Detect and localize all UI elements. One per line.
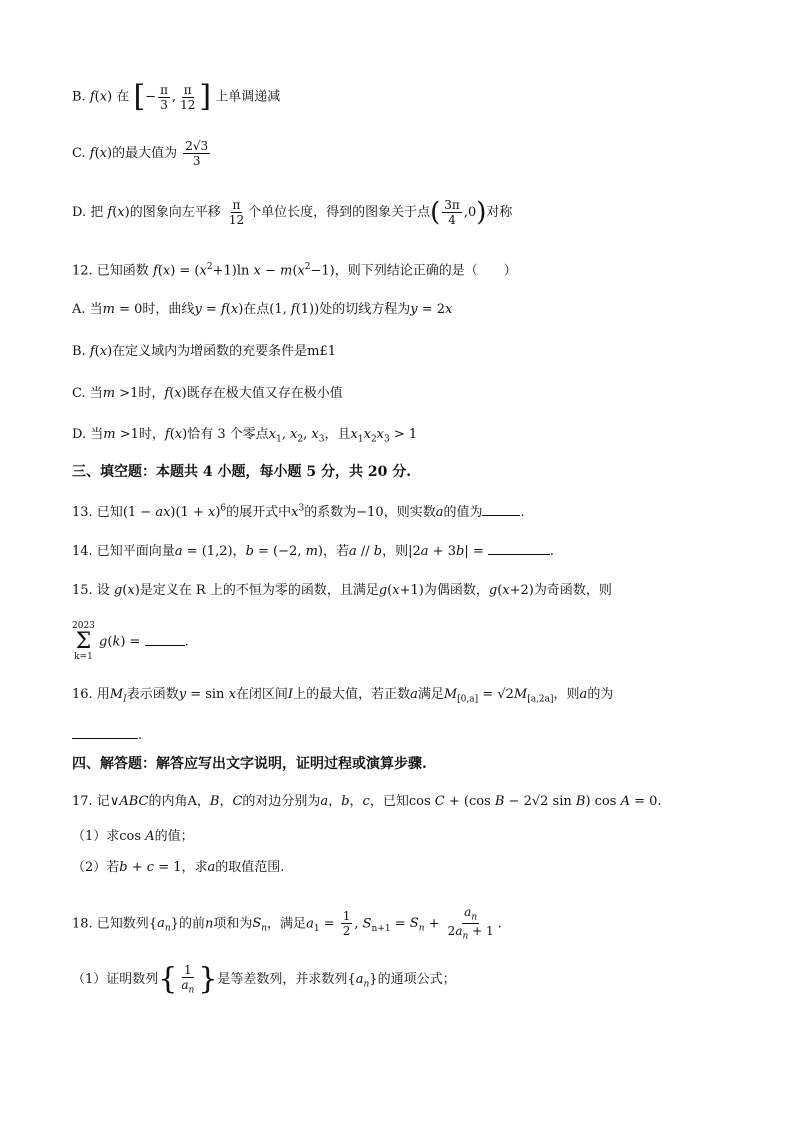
option-label: C. 当 bbox=[72, 386, 103, 401]
text: 的对边分别为 bbox=[242, 794, 321, 809]
question-17-part-1: （1）求cos A的值； bbox=[72, 829, 194, 844]
question-16-blank bbox=[72, 726, 142, 742]
text: 处的切线方程为 bbox=[319, 302, 411, 317]
value: −10 bbox=[356, 505, 384, 520]
option-12a: A. 当m = 0时，曲线y = f(x)在点(1, f(1))处的切线方程为y = 2x bbox=[72, 302, 453, 317]
option-12d: D. 当m >1时，f(x)恰有 3 个零点$x_1$, $x_2$, $x_3$，且$x_1x_2x_3 > 1$ bbox=[72, 427, 418, 445]
text: 项和为 bbox=[213, 916, 253, 932]
text: 时， bbox=[138, 427, 165, 442]
fraction: $\frac{1}{2}$ bbox=[342, 909, 351, 939]
text: ，则下列结论正确的是（ ） bbox=[334, 263, 517, 279]
option-label: D. 把 bbox=[72, 205, 104, 220]
text: 在点 bbox=[243, 302, 270, 317]
part-label: （1）求 bbox=[72, 829, 120, 844]
text: 的最大值为 bbox=[112, 146, 178, 161]
text: 是定义在 R 上的不恒为零的函数，且满足 bbox=[139, 583, 379, 598]
question-18: 18. 已知数列$\{a_n\}$的前n项和为$S_n$，满足$a_1$ = $\frac{1}{2}$ , $S_{n+1} = S_n$ + $\frac{a_n}{2a_n + 1}$ . bbox=[72, 905, 502, 942]
text: 的展开式中 bbox=[226, 505, 292, 520]
text: 表示函数 bbox=[126, 687, 179, 702]
punctuation: . bbox=[138, 728, 143, 743]
answer-blank[interactable] bbox=[145, 633, 185, 646]
fraction: $\frac{2√3}{3}$ bbox=[185, 139, 209, 168]
text: 的取值范围. bbox=[215, 860, 285, 875]
text: ，则 bbox=[382, 544, 409, 559]
text: 上单调递减 bbox=[215, 89, 281, 105]
question-15-sum: 2023 Σ k=1 g(k) = . bbox=[72, 621, 189, 662]
fraction: $\frac{\pi}{12}$ bbox=[228, 198, 245, 227]
option-label: C. bbox=[72, 146, 86, 161]
summation: 2023 Σ k=1 bbox=[72, 621, 95, 662]
text: 为偶函数， bbox=[423, 583, 489, 598]
question-17-part-2: （2）若b + c = 1，求a的取值范围. bbox=[72, 860, 285, 875]
text: 恰有 3 个零点 bbox=[187, 427, 269, 442]
option-11c: C. f(x)的最大值为 $\frac{2√3}{3}$ bbox=[72, 139, 209, 168]
text: 上的最大值，若正数 bbox=[293, 687, 411, 702]
answer-blank[interactable] bbox=[72, 726, 138, 739]
question-17: 17. 记∨ABC的内角A，B，C的对边分别为a，b，c，已知cos C + (cos B − 2√2 sin B) cos A = 0. bbox=[72, 794, 662, 809]
punctuation: . bbox=[549, 544, 554, 559]
option-11d: D. 把 f(x)的图象向左平移 $\frac{\pi}{12}$ 个单位长度，得到的图象关于点( $\frac{3\pi}{4}$ ,0)对称 bbox=[72, 197, 513, 228]
text: 的图象向左平移 bbox=[129, 205, 221, 220]
option-label: B. bbox=[72, 344, 86, 359]
section-heading-3: 三、填空题：本题共 4 小题，每小题 5 分，共 20 分. bbox=[72, 464, 412, 480]
text: 在 bbox=[116, 89, 130, 105]
text: 时， bbox=[138, 386, 165, 401]
text: 的值； bbox=[154, 829, 194, 844]
text: 的前 bbox=[178, 916, 205, 932]
minus-sign: − bbox=[145, 89, 157, 105]
section-heading-4: 四、解答题：解答应写出文字说明，证明过程或演算步骤. bbox=[72, 756, 427, 772]
fraction: $\frac{1}{a_n}$ bbox=[181, 963, 195, 996]
condition: m£1 bbox=[307, 344, 337, 359]
question-15: 15. 设 g(x)是定义在 R 上的不恒为零的函数，且满足g(x+1)为偶函数，g(x+2)为奇函数，则 bbox=[72, 583, 612, 598]
text: ，则实数 bbox=[383, 505, 436, 520]
answer-blank[interactable] bbox=[482, 503, 520, 516]
text: ，若 bbox=[322, 544, 349, 559]
punctuation: . bbox=[497, 916, 502, 932]
question-label: 12. 已知函数 bbox=[72, 263, 149, 279]
text: 的内角 bbox=[148, 794, 188, 809]
text: 的值为 bbox=[443, 505, 483, 520]
fraction: $\frac{\pi}{12}$ bbox=[180, 82, 196, 112]
part-label: （1）证明数列 bbox=[72, 972, 159, 988]
text: 在定义域内为增函数的充要条件是 bbox=[112, 344, 308, 359]
question-label: 17. 记 bbox=[72, 794, 110, 809]
fraction: $\frac{\pi}{3}$ bbox=[160, 82, 168, 112]
option-label: D. 当 bbox=[72, 427, 104, 442]
text: 的通项公式； bbox=[377, 972, 456, 988]
fraction: $\frac{a_n}{2a_n + 1}$ bbox=[447, 905, 494, 942]
part-label: （2）若 bbox=[72, 860, 120, 875]
question-label: 15. 设 bbox=[72, 583, 110, 598]
text: ，求 bbox=[181, 860, 208, 875]
option-11b: B. f(x) 在 [− $\frac{\pi}{3}$ , $\frac{\pi}{12}$ ] 上单调递减 bbox=[72, 79, 281, 114]
fraction: $\frac{3\pi}{4}$ bbox=[444, 198, 460, 227]
text: 对称 bbox=[486, 205, 513, 220]
question-18-part-1: （1）证明数列{ $\frac{1}{a_n}$ }是等差数列，并求数列$\{a_n\}$的通项公式； bbox=[72, 961, 456, 997]
option-12c: C. 当m >1时，f(x)既存在极大值又存在极小值 bbox=[72, 386, 343, 401]
text: 的系数为 bbox=[304, 505, 357, 520]
text: ，且 bbox=[324, 427, 351, 442]
question-label: 18. 已知数列 bbox=[72, 916, 149, 932]
option-12b: B. f(x)在定义域内为增函数的充要条件是m£1 bbox=[72, 344, 337, 359]
punctuation: . bbox=[184, 634, 189, 650]
text: 时，曲线 bbox=[142, 302, 195, 317]
punctuation: . bbox=[657, 794, 662, 809]
text: 在闭区间 bbox=[235, 687, 288, 702]
punctuation: . bbox=[520, 505, 525, 520]
text: ，则 bbox=[553, 687, 580, 702]
text: ，已知 bbox=[369, 794, 409, 809]
question-14: 14. 已知平面向量a = (1,2)，b = (−2, m)，若a // b，则|2a + 3b| = . bbox=[72, 544, 554, 559]
text: ，满足 bbox=[267, 916, 307, 932]
question-16: 16. 用$M_I$表示函数y = sin x在闭区间I上的最大值，若正数a满足$M_{[0,a]} = √2M_{[a,2a]}$，则a的为 bbox=[72, 687, 614, 705]
option-label: B. bbox=[72, 89, 86, 105]
option-label: A. 当 bbox=[72, 302, 103, 317]
text: 个单位长度，得到的图象关于点 bbox=[248, 205, 431, 220]
text: 的为 bbox=[587, 687, 614, 702]
text: 为奇函数，则 bbox=[533, 583, 612, 598]
text: 是等差数列，并求数列 bbox=[217, 972, 348, 988]
answer-blank[interactable] bbox=[488, 542, 550, 555]
question-label: 16. 用 bbox=[72, 687, 110, 702]
question-13: 13. 已知$(1 - ax)(1 + x)^6$的展开式中$x^3$的系数为−10，则实数a的值为 . bbox=[72, 503, 525, 520]
text: 既存在极大值又存在极小值 bbox=[186, 386, 343, 401]
question-label: 14. 已知平面向量 bbox=[72, 544, 175, 559]
question-label: 13. 已知 bbox=[72, 505, 123, 520]
text: 满足 bbox=[417, 687, 444, 702]
question-12: 12. 已知函数 $f(x) = (x^2+1)\ln$ $x - m(x^2-1)$，则下列结论正确的是（ ） bbox=[72, 262, 517, 279]
